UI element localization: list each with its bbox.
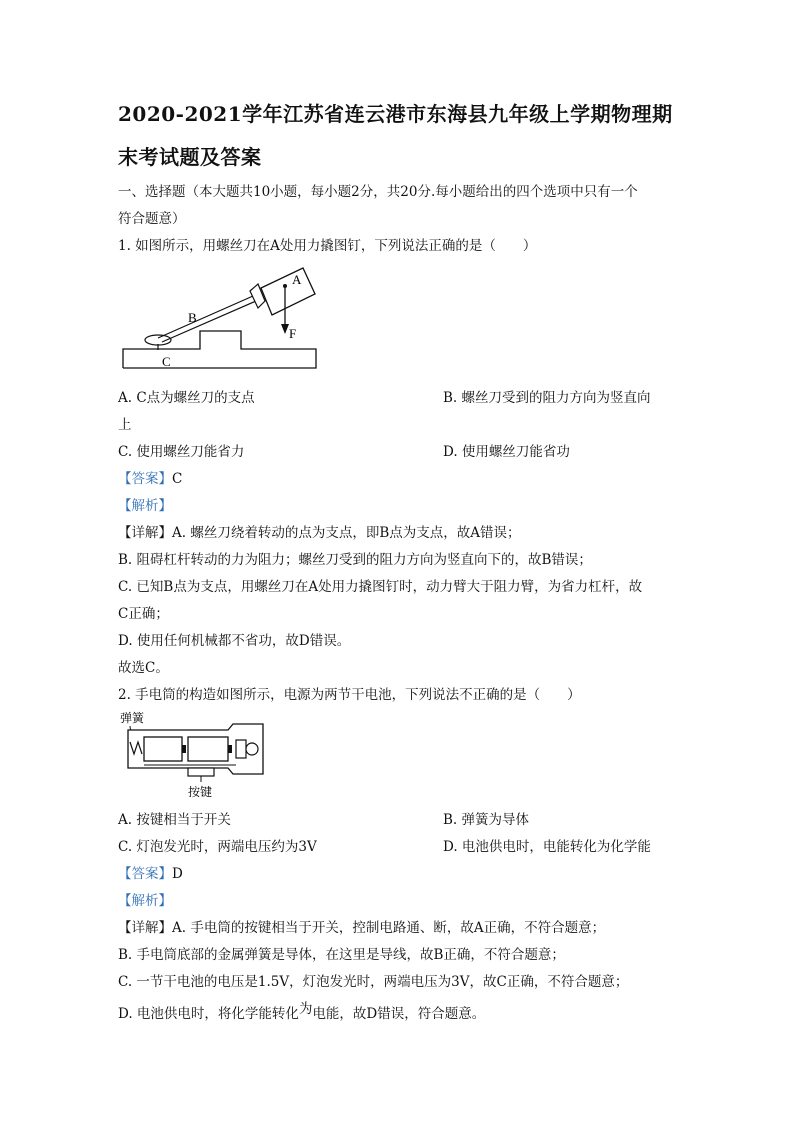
q2-option-b: B. 弹簧为导体	[443, 812, 530, 828]
q2-detail-b: B. 手电筒底部的金属弹簧是导体，在这里是导线，故B正确，不符合题意；	[118, 947, 565, 963]
q1-detail-a	[118, 521, 521, 541]
q2-detail-c: C. 一节干电池的电压是1.5V，灯泡发光时，两端电压为3V，故C正确，不符合题意；	[118, 974, 629, 990]
q2-option-a: A. 按键相当于开关	[118, 812, 231, 828]
q2-detail-d	[118, 1002, 485, 1022]
q2-detail-d-post: 电能，故D错误，符合题意。	[312, 1006, 486, 1022]
q2-detail-d-pre: D. 电池供电时，将化学能转化	[118, 1006, 299, 1022]
q1-label-c: C	[162, 354, 171, 369]
q1-handle	[261, 268, 315, 315]
q2-battery-1	[144, 737, 182, 761]
q2-bulb-socket	[236, 740, 246, 758]
q1-force-arrowhead	[281, 324, 289, 334]
q2-option-c: C. 灯泡发光时，两端电压约为3V	[118, 839, 317, 855]
q1-conclusion: 故选C。	[118, 660, 169, 676]
q1-analysis-tag: 【解析】	[118, 498, 172, 514]
section-heading: 一、选择题（本大题共10小题，每小题2分，共20分.每小题给出的四个选项中只有一个	[118, 184, 638, 200]
q1-shaft-top	[158, 296, 253, 338]
q2-analysis-tag: 【解析】	[118, 893, 172, 909]
q1-stem: 1. 如图所示，用螺丝刀在A处用力撬图钉，下列说法正确的是（ ）	[118, 238, 537, 254]
q1-detail-a-text: A. 螺丝刀绕着转动的点为支点，即B点为支点，故A错误；	[172, 525, 521, 541]
q1-shaft-bottom	[162, 301, 256, 342]
q2-battery-2	[188, 737, 228, 761]
q2-stem: 2. 手电筒的构造如图所示，电源为两节干电池，下列说法不正确的是（ ）	[118, 687, 581, 703]
q2-button	[188, 768, 214, 776]
q2-answer-tag: 【答案】	[118, 866, 172, 882]
q2-label-spring: 弹簧	[120, 711, 145, 725]
q1-detail-d: D. 使用任何机械都不省功，故D错误。	[118, 633, 351, 649]
q1-answer-value: C	[172, 471, 183, 487]
q1-answer-tag: 【答案】	[118, 471, 172, 487]
q2-option-d: D. 电池供电时，电能转化为化学能	[443, 839, 651, 855]
q2-detail-a	[118, 916, 605, 936]
q1-option-a: A. C点为螺丝刀的支点	[118, 390, 255, 406]
q2-bulb	[246, 743, 258, 755]
q2-detail-d-raised: 为	[298, 1001, 313, 1017]
q1-label-b: B	[188, 310, 197, 325]
q2-label-button: 按键	[188, 785, 213, 799]
q1-label-f: F	[289, 326, 297, 341]
q1-detail-c: C. 已知B点为支点，用螺丝刀在A处用力撬图钉时，动力臂大于阻力臂，为省力杠杆，故	[118, 579, 643, 595]
section-heading-cont: 符合题意）	[118, 211, 186, 227]
q2-answer	[118, 862, 183, 882]
q2-flashlight-figure	[118, 708, 278, 800]
q2-answer-value: D	[172, 866, 183, 882]
q1-option-b: B. 螺丝刀受到的阻力方向为竖直向	[443, 390, 651, 406]
q2-detail-tag: 【详解】	[118, 920, 172, 936]
q1-detail-c-cont: C正确；	[118, 606, 169, 622]
q1-option-d: D. 使用螺丝刀能省功	[443, 444, 570, 460]
q1-point-a	[283, 284, 287, 288]
q1-detail-b: B. 阻碍杠杆转动的力为阻力；螺丝刀受到的阻力方向为竖直向下的，故B错误；	[118, 552, 592, 568]
q2-battery-1-tip	[182, 745, 186, 753]
q1-detail-tag: 【详解】	[118, 525, 172, 541]
document-title-line-1: 2020-2021学年江苏省连云港市东海县九年级上学期物理期	[118, 102, 673, 126]
q1-answer	[118, 467, 182, 487]
q2-battery-2-tip	[228, 745, 232, 753]
q1-label-a: A	[292, 272, 302, 287]
q2-detail-a-text: A. 手电筒的按键相当于开关，控制电路通、断，故A正确，不符合题意；	[172, 920, 606, 936]
q1-option-b-cont: 上	[118, 417, 132, 433]
q1-screwdriver-figure	[118, 258, 328, 373]
document-title-line-2: 末考试题及答案	[118, 145, 262, 169]
q1-option-c: C. 使用螺丝刀能省力	[118, 444, 245, 460]
